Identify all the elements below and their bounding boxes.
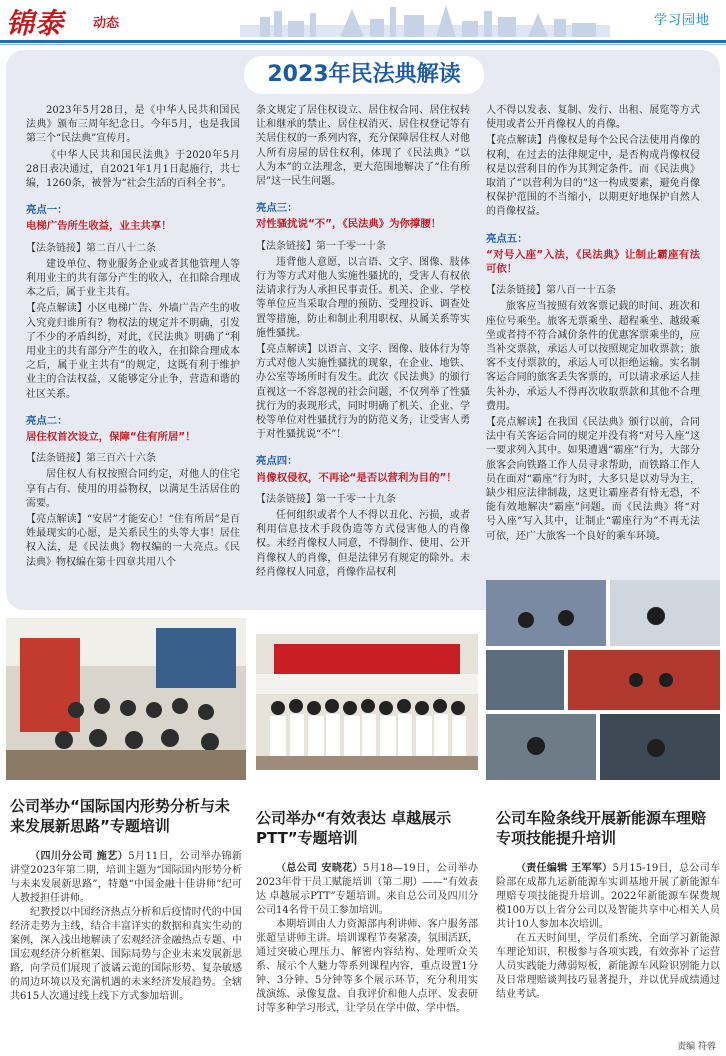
photo-training-2 [256,634,478,770]
law-citation: 【法条链接】第二百八十二条 [26,242,156,254]
feature-title: 2023年民法典解读 [244,56,484,94]
highlight-heading: 电梯广告所生收益，业主共享！ [26,220,172,233]
news-paragraph: 5月18—19日，公司举办2023年骨干员工赋能培训（第二期）——“有效表达 卓越展示PTT”专题培训。来自总公司及四川分公司14名骨干员工参加培训。 [256,863,478,916]
news-paragraph: 5月15-19日，总公司车险部在成都九运新能源车实训基地开展了新能源车理赔专项技能提升培训。2022年新能源车保费规模100万以上省分公司以及智能共享中心相关人员共计10人参加本次培训。 [496,863,720,930]
highlight-label: 亮点三： [256,202,298,215]
highlight-heading: 居住权首次设立，保障“住有所居”！ [26,431,196,444]
news-paragraph: 在五天时间里，学员们系统、全面学习新能源车理论知识，积极参与各项实践，有效弥补了运营人员实践能力薄弱短板，新能源车风险识别能力以及日常理赔谈判技巧显著提升，并以优异成绩通过结业考试。 [496,933,720,1000]
law-citation: 【法条链接】第一千零一十条 [256,240,386,252]
explanation-text: 【亮点解读】以语言、文字、图像、肢体行为等方式对他人实施性骚扰的现象，在企业、地铁、办公室等场所时有发生。此次《民法典》的颁行直视这一不容忽视的社会问题，不仅列举了性骚扰行为的表现形式，同时明确了机关、企业、学校等单位对性骚扰行为的防范义务，让受害人勇于对性骚扰说“不”！ [256,344,470,441]
news-headline: 公司车险条线开展新能源车理赔专项技能提升培训 [496,809,707,847]
photo-ev-training-collage [486,580,720,780]
intro-paragraph: 2023年5月28日，是《中华人民共和国民法典》颁布三周年纪念日。今年5月，也是我国第三个“民法典”宣传月。 [26,105,240,145]
brand-logo: 锦泰 [6,7,65,40]
news-paragraph: 本期培训由人力资源部冉利讲师、客户服务部张超呈讲师主讲。培训课程节奏紧凑，氛围活跃，通过突破心理压力、解密内容结构、处理听众关系、展示个人魅力等系列课程内容，重点设置1分钟、3分钟、5分钟等多个展示环节，充分利用实战演练、录像复盘、自我评价和他人点评、发表研讨等多种学习形式，让学员在学中做、学中悟。 [256,919,478,1014]
feature-column-1 [26,104,240,572]
explanation-text: 【亮点解读】在我国《民法典》颁行以前，合同法中有关客运合同的规定并没有将“对号入座”这一要求列入其中。如果遭遇“霸座”行为，大部分旅客会向铁路工作人员寻求帮助，而铁路工作人员在面对“霸座”行为时，大多只是以劝导为主，缺少相应法律制裁，这更让霸座者有恃无恐，不能有效地解决“霸座”问题。而《民法典》将“对号入座”写入其中，让制止“霸座行为”不再无法可依，还广大旅客一个良好的乘车环境。 [486,417,700,542]
explanation-text: 【亮点解读】小区电梯广告、外墙广告产生的收入究竟归谁所有？物权法的规定并不明确，引发了不少的矛盾纠纷，对此，《民法典》明确了“利用业主的共有部分产生的收入，在扣除合理成本之后，属于业主共有”的规定，这既有利于维护业主的合法权益，又能够定分止争，营造和谐的社区关系。 [26,303,240,400]
intro-paragraph: 《中华人民共和国民法典》于2020年5月28日表决通过，自2021年1月1日起施行，共七编，1260条，被誉为“社会生活的百科全书”。 [26,149,240,190]
feature-column-2 [256,104,470,582]
page-header [0,0,726,40]
highlight-heading: 对性骚扰说“不”，《民法典》为你撑腰！ [256,218,442,231]
header-divider-thin [0,44,726,45]
highlight-label: 亮点五： [486,232,528,245]
law-text: 任何组织或者个人不得以丑化、污损，或者利用信息技术手段伪造等方式侵害他人的肖像权。未经肖像权人同意，不得制作、使用、公开肖像权人的肖像，但是法律另有规定的除外。未经肖像权人同意，肖像作品权利 [256,510,470,578]
highlight-label: 亮点四： [256,455,298,468]
news-paragraph: 5月11日，公司举办锦新讲堂2023年第二期，培训主题为“国际国内形势分析与未来发展新思路”，特邀“中国金融十佳讲师”纪可人教授担任讲师。 [10,851,243,904]
brand-subtitle: 动态 [93,16,120,31]
editor-credit: 责编 符蓉 [677,1042,716,1052]
news-headline: 公司举办“有效表达 卓越展示PTT”专题培训 [256,809,452,847]
law-text: 违背他人意愿，以言语、文字、图像、肢体行为等方式对他人实施性骚扰的，受害人有权依法请求行为人承担民事责任。机关、企业、学校等单位应当采取合理的预防、受理投诉、调查处置等措施，防止和制止利用职权、从属关系等实施性骚扰。 [256,256,470,339]
news-paragraph: 纪教授以中国经济热点分析和后疫情时代的中国经济走势为主线，结合丰富详实的数据和真实生动的案例，深入浅出地解读了宏观经济金融热点专题、中国宏观经济分析框架、国际局势与企业未来发展新思路，向学员们展现了波谲云诡的国际形势、复杂敏感的周边环境以及充满机遇的未来经济发展趋势。全辖共615人次通过线上线下方式参加培训。 [10,907,242,1002]
law-text: 居住权人有权按照合同约定，对他人的住宅享有占有、使用的用益物权，以满足生活居住的需要。 [26,469,240,509]
continued-text: 条文规定了居住权设立、居住权合同、居住权转让和继承的禁止、居住权消灭、居住权登记等有关居住权的一系列内容，充分保障居住权人对他人所有房屋的居住权利，体现了《民法典》“以人为本”的立法理念，更大范围地解决了“住有所居”这一民生问题。 [256,105,470,188]
law-citation: 【法条链接】第三百六十六条 [26,453,156,465]
highlight-label: 亮点一： [26,204,68,217]
feature-column-3 [486,104,700,546]
explanation-text: 【亮点解读】肖像权是每个公民合法使用肖像的权利，在过去的法律规定中，是否构成肖像权侵权是以营利目的作为其判定条件。而《民法典》取消了“以营利为目的”这一构成要素，避免肖像权保护范围的不当缩小，以期更好地保护自然人的肖像权益。 [486,135,700,218]
news-byline: （总公司 安晓花） [276,863,364,874]
explanation-text: 【亮点解读】“安居”才能安心！“住有所居”是百姓最现实的心愿，是关系民生的头等大事！居住权入法，是《民法典》物权编的一大亮点。《民法典》物权编在第十四章共用八个 [26,514,240,568]
section-label: 学习园地 [653,13,710,28]
highlight-heading: “对号入座”入法，《民法典》让制止霸座有法可依！ [486,248,700,276]
news-headline: 公司举办“国际国内形势分析与未来发展新思路”专题培训 [10,797,230,835]
news-article [496,862,720,1002]
news-article [256,862,478,1016]
law-citation: 【法条链接】第八百一十五条 [486,285,616,297]
highlight-label: 亮点二： [26,414,68,427]
news-byline: （四川分公司 施艺） [30,851,129,862]
law-citation: 【法条链接】第一千零一十九条 [256,493,396,505]
header-divider [0,40,726,43]
news-article [10,850,242,1004]
law-text: 旅客应当按照有效客票记载的时间、班次和座位号乘坐。旅客无票乘坐、超程乘坐、越级乘坐或者持不符合减价条件的优惠客票乘坐的，应当补交票款，承运人可以按照规定加收票款；旅客不支付票款的，承运人可以拒绝运输。实名制客运合同的旅客丢失客票的，可以请求承运人挂失补办，承运人不得再次收取票款和其他不合理费用。 [486,301,700,412]
continued-text: 人不得以发表、复制、发行、出租、展览等方式使用或者公开肖像权人的肖像。 [486,105,700,131]
highlight-heading: 肖像权侵权，不再论“是否以营利为目的”！ [256,471,457,484]
city-skyline-icon [240,3,610,37]
law-text: 建设单位、物业服务企业或者其他管理人等利用业主的共有部分产生的收入，在扣除合理成本之后，属于业主共有。 [26,258,240,299]
news-byline: （责任编辑 王军军） [516,863,613,874]
photo-training-1 [6,618,246,780]
